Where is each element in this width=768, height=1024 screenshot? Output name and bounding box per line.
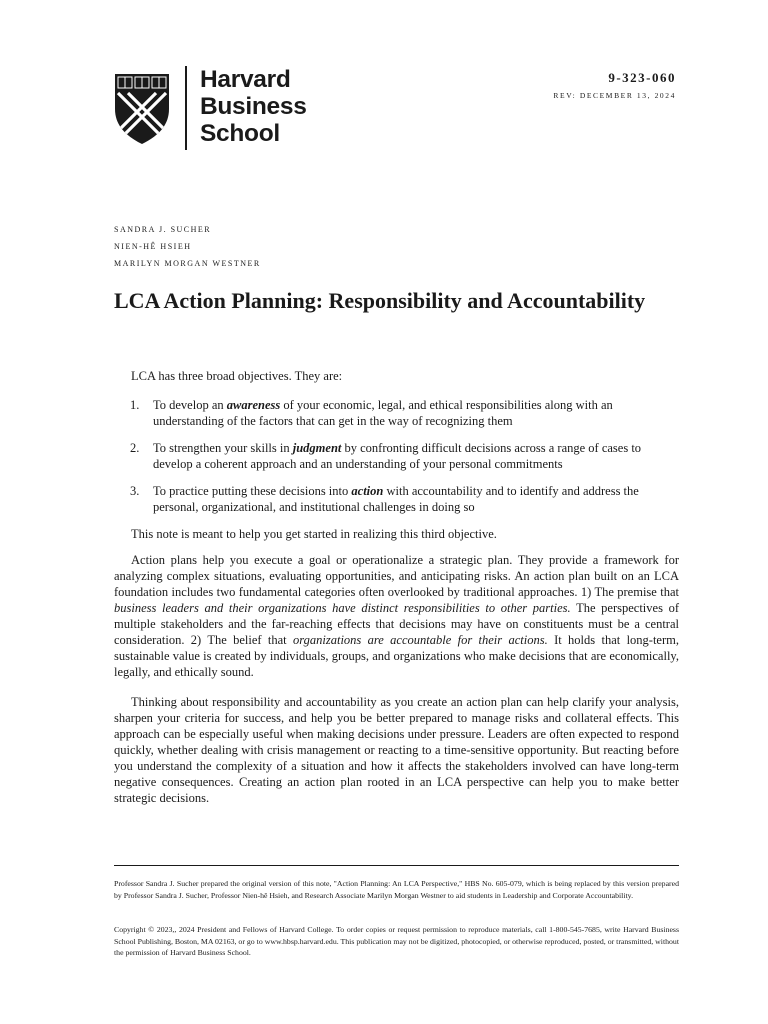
author-name: MARILYN MORGAN WESTNER <box>114 259 261 268</box>
footnote-divider <box>114 865 679 866</box>
footnote-copyright: Copyright © 2023,, 2024 President and Fellows of Harvard College. To order copies or request permission to reproduce materials, call 1-800-545-7685, write Harvard Business School Publishing, Boston, MA 02163, or go to www.hbsp.harvard.edu. This publication may not be digitized, photocopied, or otherwise reproduced, posted, or transmitted, without the permission of Harvard Business School. <box>114 925 679 957</box>
school-wordmark <box>200 66 307 147</box>
list-number: 1. <box>130 398 140 412</box>
paragraph-action-plans: Action plans help you execute a goal or operationalize a strategic plan. They provide a framework for analyzing complex situations, evaluating opportunities, and anticipating risks. An action plan built on an LCA foundation includes two fundamental categories often overlooked by traditional approaches. 1) The premise that business leaders and their organizations have distinct responsibilities to other parties. The perspectives of multiple stakeholders and the far-reaching effects that decisions may have on constituents must be a central consideration. 2) The belief that organizations are accountable for their actions. It holds that long-term, sustainable value is created by individuals, groups, and organizations who make decisions that are economically, legally, and ethically sound. <box>114 553 679 679</box>
revision-date: REV: DECEMBER 13, 2024 <box>553 91 676 100</box>
list-item <box>114 397 679 429</box>
body-text <box>114 368 679 806</box>
objective-note: This note is meant to help you get started in realizing this third objective. <box>131 527 497 541</box>
wordmark-line-3: School <box>200 120 280 147</box>
author-name: SANDRA J. SUCHER <box>114 225 212 234</box>
author-name: NIEN-HÊ HSIEH <box>114 242 192 251</box>
footnote-authorship: Professor Sandra J. Sucher prepared the original version of this note, "Action Planning: An LCA Perspective," HBS No. 605-079, which is being replaced by this version prepared by Professor Sandra J. Sucher, Professor Nien-hê Hsieh, and Research Associate Marilyn Morgan Westner to aid students in Leadership and Corporate Accountability. <box>114 879 679 900</box>
paragraph-responsibility: Thinking about responsibility and accountability as you create an action plan can help clarify your analysis, sharpen your criteria for success, and help you be better prepared to manage risks and collateral effects. This approach can be especially useful when making decisions under pressure. Leaders are often expected to respond quickly, whether dealing with crisis management or reacting to a time-sensitive opportunity. But reacting before you understand the complexity of a situation and how it affects the stakeholders involved can have long-term negative consequences. Creating an action plan rooted in an LCA perspective can help you to make better strategic decisions. <box>114 695 679 805</box>
emphasis-awareness: awareness <box>226 398 281 412</box>
list-text: To practice putting these decisions into action with accountability and to identify and address the personal, organizational, and institutional challenges in doing so <box>153 484 639 514</box>
list-item <box>114 440 679 472</box>
intro-line: LCA has three broad objectives. They are: <box>131 369 343 383</box>
wordmark-line-1: Harvard <box>200 66 291 93</box>
logo-divider <box>185 66 187 150</box>
italic-phrase: organizations are accountable for their actions. <box>293 633 548 647</box>
italic-phrase: business leaders and their organizations have distinct responsibilities to other parties. <box>114 601 571 615</box>
author-list <box>114 224 261 275</box>
objectives-list <box>114 397 679 515</box>
emphasis-action: action <box>351 484 384 498</box>
wordmark-line-2: Business <box>200 93 307 120</box>
list-number: 3. <box>130 484 140 498</box>
hbs-shield-logo <box>114 73 170 145</box>
page-title: LCA Action Planning: Responsibility and Accountability <box>114 288 646 313</box>
list-number: 2. <box>130 441 140 455</box>
emphasis-judgment: judgment <box>292 441 342 455</box>
document-number: 9-323-060 <box>608 70 676 85</box>
list-text: To strengthen your skills in judgment by confronting difficult decisions across a range of cases to develop a coherent approach and an understanding of your personal commitments <box>153 441 642 471</box>
list-text: To develop an awareness of your economic, legal, and ethical responsibilities along with an understanding of the factors that can get in the way of recognizing them <box>153 398 613 428</box>
list-item <box>114 483 679 515</box>
